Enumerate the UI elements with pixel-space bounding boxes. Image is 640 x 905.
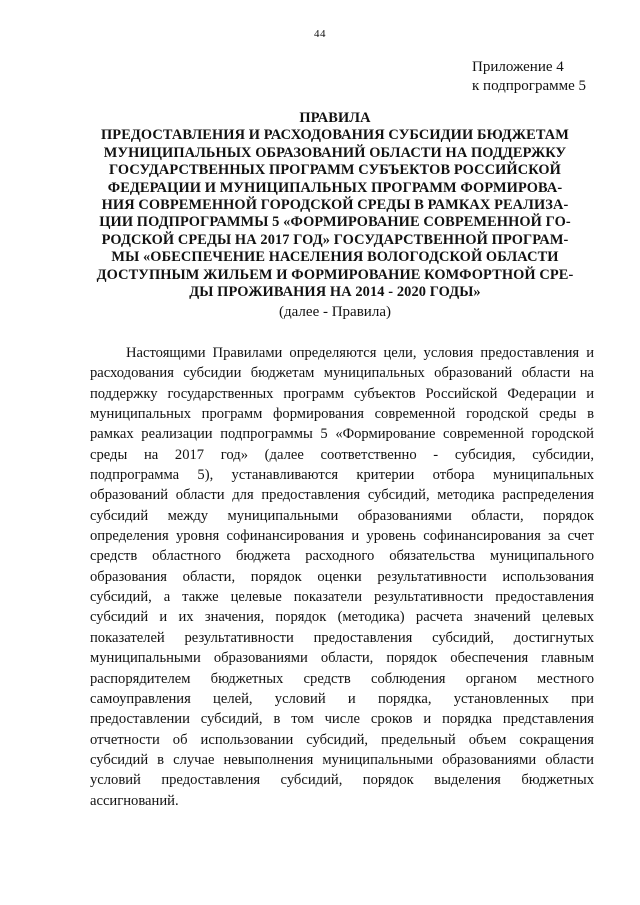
title-line: ПРЕДОСТАВЛЕНИЯ И РАСХОДОВАНИЯ СУБСИДИИ БЮДЖЕТАМ [101, 127, 569, 144]
body-line: муниципальными образованиями области, порядок обеспечения главным [90, 650, 594, 667]
title-line: ПРАВИЛА [299, 110, 371, 126]
appendix-line-2: к подпрограмме 5 [472, 78, 586, 94]
body-line: рамках реализации подпрограммы 5 «Формирование современной городской [90, 426, 594, 443]
appendix-reference [472, 58, 586, 96]
body-line: муниципальных программ формирования современной городской среды в [90, 406, 594, 423]
body-paragraph [90, 343, 594, 811]
title-note: (далее - Правила) [279, 304, 391, 321]
body-line: среды на 2017 год» (далее соответственно - субсидия, субсидии, [90, 446, 594, 463]
title-line: ДОСТУПНЫМ ЖИЛЬЕМ И ФОРМИРОВАНИЕ КОМФОРТНОЙ СРЕ- [96, 266, 574, 283]
body-line: субсидий, а также целевые показатели результативности предоставления [90, 589, 594, 606]
body-line: поддержку государственных программ субъектов Российской Федерации и [90, 385, 594, 402]
page-number: 44 [314, 28, 326, 40]
document-title [84, 110, 586, 322]
body-line: распорядителем бюджетных средств соблюдения органом местного [90, 670, 594, 687]
body-line: предоставлении субсидий, в том числе сроков и порядка представления [90, 711, 594, 728]
title-line: РОДСКОЙ СРЕДЫ НА 2017 ГОД» ГОСУДАРСТВЕННОЙ ПРОГРАМ- [101, 231, 569, 248]
appendix-line-1: Приложение 4 [472, 59, 564, 75]
title-line: ГОСУДАРСТВЕННЫХ ПРОГРАММ СУБЪЕКТОВ РОССИЙСКОЙ [109, 162, 561, 179]
body-line: субсидий в случае невыполнения муниципальными образованиями области [90, 751, 594, 768]
title-line: ЦИИ ПОДПРОГРАММЫ 5 «ФОРМИРОВАНИЕ СОВРЕМЕННОЙ ГО- [99, 214, 571, 231]
body-line: средств областного бюджета расходного обязательства муниципального [90, 548, 594, 565]
body-line: условий предоставления субсидий, порядок выделения бюджетных [90, 772, 594, 789]
body-line: расходования субсидии бюджетам муниципальных образований области на [90, 365, 594, 382]
body-line: показателей результативности предоставления субсидий, достигнутых [90, 629, 594, 646]
body-line: отчетности об использовании субсидий, предельный объем сокращения [90, 731, 594, 748]
body-line: определения уровня софинансирования и уровень софинансирования за счет [90, 528, 594, 545]
body-line: Настоящими Правилами определяются цели, условия предоставления и [126, 345, 594, 361]
body-line: самоуправления целей, условий и порядка, установленных при [90, 690, 594, 707]
title-line: ДЫ ПРОЖИВАНИЯ НА 2014 - 2020 ГОДЫ» [189, 284, 481, 301]
body-line: образований области для предоставления субсидий, методика распределения [90, 487, 594, 504]
title-line: НИЯ СОВРЕМЕННОЙ ГОРОДСКОЙ СРЕДЫ В РАМКАХ РЕАЛИЗА- [101, 197, 569, 214]
title-line: МУНИЦИПАЛЬНЫХ ОБРАЗОВАНИЙ ОБЛАСТИ НА ПОДДЕРЖКУ [103, 144, 567, 161]
title-line: МЫ «ОБЕСПЕЧЕНИЕ НАСЕЛЕНИЯ ВОЛОГОДСКОЙ ОБЛАСТИ [111, 249, 559, 266]
body-line: субсидий и их значения, порядок (методика) расчета значений целевых [90, 609, 594, 626]
body-line: субсидий между муниципальными образованиями области, порядок [90, 507, 594, 524]
body-line: подпрограмма 5), устанавливаются критерии отбора муниципальных [90, 467, 594, 484]
body-line: ассигнований. [90, 792, 179, 809]
title-line: ФЕДЕРАЦИИ И МУНИЦИПАЛЬНЫХ ПРОГРАММ ФОРМИРОВА- [107, 179, 563, 196]
body-line: образования области, порядок оценки результативности использования [90, 568, 594, 585]
